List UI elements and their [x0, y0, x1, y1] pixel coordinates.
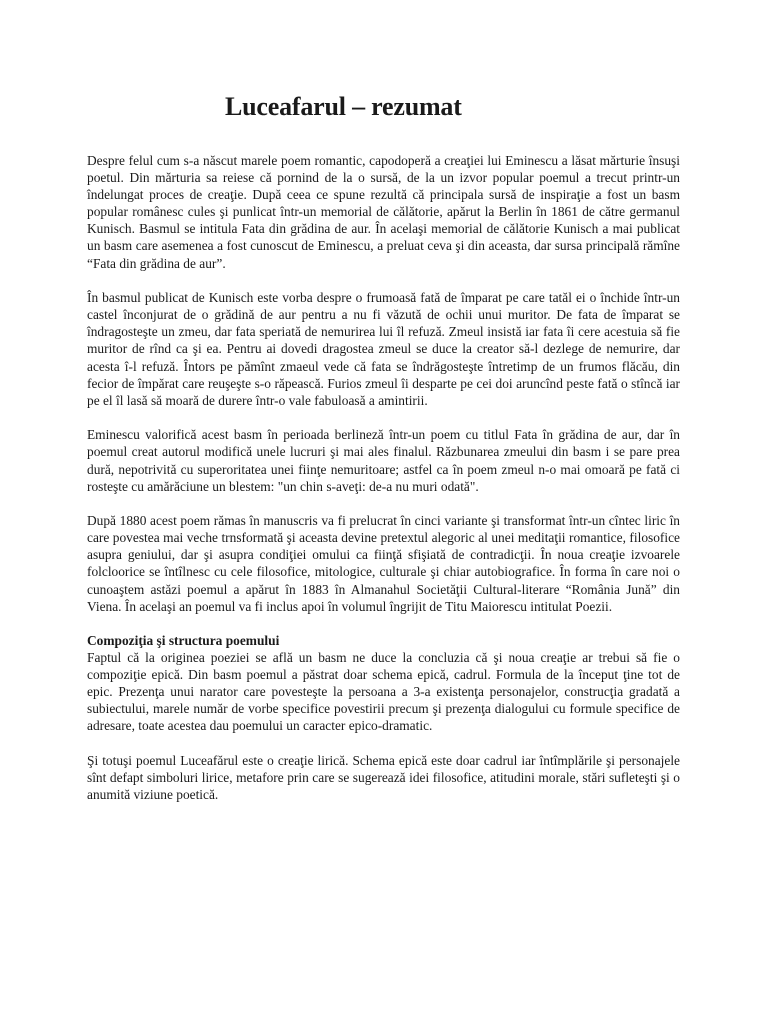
document-page [87, 0, 680, 803]
paragraph-composition: Faptul că la originea poeziei se află un basm ne duce la concluzia că şi noua creaţie ar trebui să fie o compoziţie epică. Din basm poemul a păstrat doar schema epică, cadrul. Formula de la început ţine tot de epic. Prezenţa unui narator care povesteşte la persoana a 3-a existenţa personajelor, construcţia gradată a subiectului, marele număr de vorbe specifice povestirii precum şi prezenţa dialogului cu formule specifice de adresare, toate acestea dau poemului un caracter epico-dramatic. [87, 649, 680, 734]
paragraph-origins: Despre felul cum s-a născut marele poem romantic, capodoperă a creaţiei lui Eminescu a lăsat mărturie însuşi poetul. Din mărturia sa reiese că pornind de la o sursă, de la un izvor popular poemul a trecut printr-un îndelungat proces de creaţie. După ceea ce spune rezultă că principala sursă de inspiraţie a fost un basm popular românesc cules şi punlicat într-un memorial de călătorie, apărut la Berlin în 1861 de către germanul Kunisch. Basmul se intitula Fata din grădina de aur. În acelaşi memorial de călătorie Kunisch a mai publicat un basm care asemenea a fost cunoscut de Eminescu, a preluat ceva şi din aceasta, dar sursa principală rămîne “Fata din grădina de aur”. [87, 153, 680, 271]
paragraph-berlin-period: Eminescu valorifică acest basm în perioada berlineză într-un poem cu titlul Fata în grădina de aur, dar în poemul creat autorul modifică unele lucruri şi mai ales finalul. Răzbunarea zmeului din basm i se pare prea dură, nepotrivită cu superoritatea unei fiinţe nemuritoare; astfel ca în poem zmeul n-o mai omoară pe fată ci rosteşte cu amărăciune un blestem: "un chin s-aveţi: de-a nu muri odată". [87, 427, 680, 494]
paragraph-after-1880: După 1880 acest poem rămas în manuscris va fi prelucrat în cinci variante şi transformat într-un cîntec liric în care povestea mai veche trnsformată şi aceasta devine pretextul alegoric al unei meditaţii romantice, filosofice asupra geniului, dar şi asupra condiţiei omului ca fiinţă sfişiată de contradicţii. În noua creaţie izvoarele folcloorice se întîlnesc cu cele filosofice, mitologice, culturale şi chiar autobiografice. În forma în care noi o cunoaştem astăzi poemul a apărut în 1883 în Almanahul Societăţii Cultural-literare “România Jună” din Viena. În acelaşi an poemul va fi inclus apoi în volumul îngrijit de Titu Maiorescu intitulat Poezii. [87, 513, 680, 614]
document-title: Luceafarul – rezumat [225, 92, 462, 121]
section-heading: Compoziţia şi structura poemului [87, 632, 280, 648]
paragraph-lyric-creation: Şi totuşi poemul Luceafărul este o creaţie lirică. Schema epică este doar cadrul iar întîmplările şi personajele sînt defapt simboluri lirice, metafore prin care se sugerează idei filosofice, atitudini morale, stări sufleteşti şi o anumită viziune poetică. [87, 752, 680, 802]
paragraph-kunisch-tale: În basmul publicat de Kunisch este vorba despre o frumoasă fată de împarat pe care tatăl ei o închide într-un castel înconjurat de o grădină de aur pentru a nu fi văzută de ochii unui muritor. De fata de împarat se îndragosteşte un zmeu, dar fata speriată de nemurirea lui îl refuză. Zmeul insistă iar fata îi cere acestuia să fie muritor de rînd ca şi ea. Pentru ai dovedi dragostea zmeul se duce la creator să-l dezlege de nemurire, dar acesta î-l refuză. Întors pe pămînt zmaeul vede că fata se îndrăgosteşte întretimp de un frumos flăcău, din fecior de împărat care reuşeşte s-o răpească. Furios zmeul îi desparte pe cei doi aruncînd peste fată o stîncă iar pe el îl lasă să moară de durere într-o vale fabuloasă a amintirii. [87, 290, 680, 408]
